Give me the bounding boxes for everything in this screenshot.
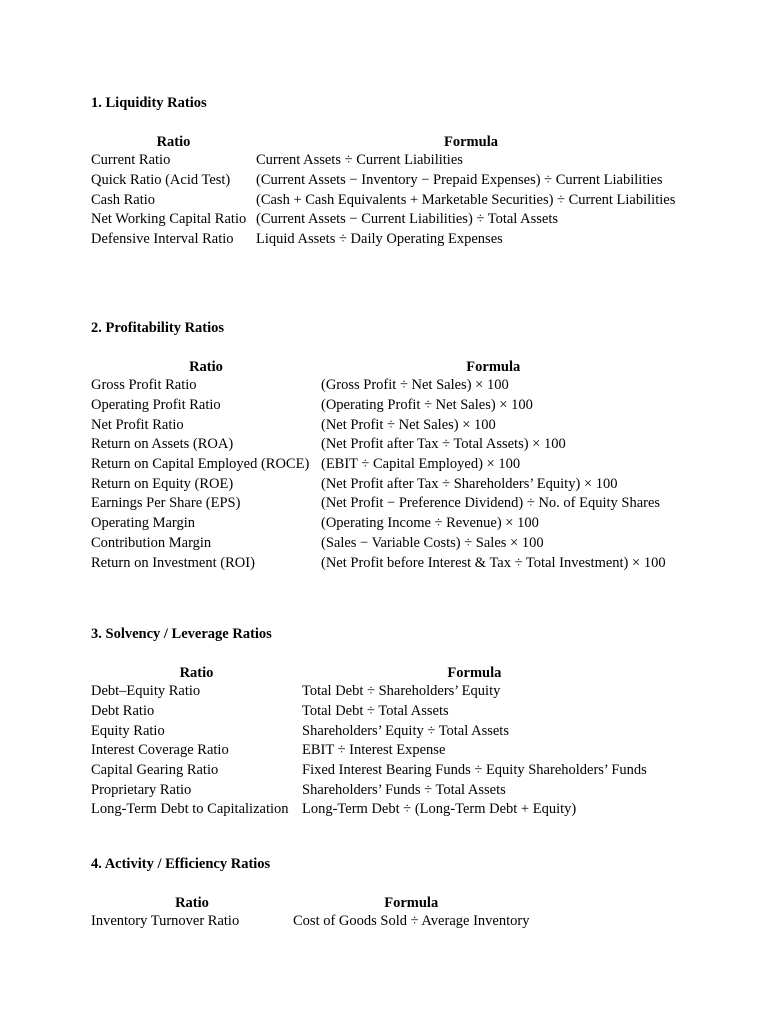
column-header-formula: Formula: [444, 134, 498, 150]
ratio-formula: (Cash + Cash Equivalents + Marketable Securities) ÷ Current Liabilities: [256, 191, 676, 208]
ratio-name: Gross Profit Ratio: [91, 377, 197, 394]
ratio-formula: (Net Profit − Preference Dividend) ÷ No. of Equity Shares: [321, 495, 661, 512]
ratio-table: [91, 662, 647, 820]
column-header-ratio: Ratio: [189, 359, 223, 375]
ratio-name: Current Ratio: [91, 152, 171, 169]
section-activity: [91, 855, 529, 932]
ratio-table: [91, 892, 529, 932]
ratio-table: [91, 131, 686, 249]
ratio-formula: (Sales − Variable Costs) ÷ Sales × 100: [321, 534, 544, 551]
ratio-formula: (Current Assets − Current Liabilities) ÷ Total Assets: [256, 211, 559, 228]
section-profitability: [91, 319, 666, 573]
ratio-name: Long-Term Debt to Capitalization: [91, 801, 289, 818]
table-header-row: [91, 131, 686, 151]
ratio-name: Return on Investment (ROI): [91, 554, 255, 571]
table-row: [91, 474, 666, 494]
table-row: [91, 455, 666, 475]
ratio-formula: (Net Profit ÷ Net Sales) × 100: [321, 416, 496, 433]
column-header-ratio: Ratio: [179, 665, 214, 681]
ratio-formula: Fixed Interest Bearing Funds ÷ Equity Shareholders’ Funds: [302, 762, 647, 779]
column-header-formula: Formula: [384, 895, 439, 911]
table-header-row: [91, 356, 666, 376]
ratio-formula: (EBIT ÷ Capital Employed) × 100: [321, 456, 521, 473]
ratio-name: Capital Gearing Ratio: [91, 762, 219, 779]
table-row: [91, 190, 686, 210]
ratio-formula: (Operating Income ÷ Revenue) × 100: [321, 515, 539, 532]
table-row: [91, 780, 647, 800]
table-row: [91, 376, 666, 396]
ratio-name: Defensive Interval Ratio: [91, 231, 234, 248]
table-row: [91, 435, 666, 455]
ratio-formula: (Net Profit after Tax ÷ Total Assets) × 100: [321, 436, 566, 453]
ratio-name: Net Profit Ratio: [91, 416, 184, 433]
ratio-name: Inventory Turnover Ratio: [91, 913, 240, 930]
ratio-name: Return on Assets (ROA): [91, 436, 234, 453]
table-row: [91, 514, 666, 534]
column-header-ratio: Ratio: [175, 895, 209, 911]
table-row: [91, 702, 647, 722]
ratio-formula: (Current Assets − Inventory − Prepaid Expenses) ÷ Current Liabilities: [256, 172, 663, 189]
ratio-formula: Liquid Assets ÷ Daily Operating Expenses: [256, 231, 503, 248]
table-row: [91, 741, 647, 761]
ratio-name: Operating Profit Ratio: [91, 397, 221, 414]
table-row: [91, 553, 666, 573]
table-row: [91, 682, 647, 702]
section-heading: 2. Profitability Ratios: [91, 320, 225, 336]
ratio-name: Earnings Per Share (EPS): [91, 495, 241, 512]
column-header-formula: Formula: [466, 359, 521, 375]
ratio-name: Operating Margin: [91, 515, 196, 532]
ratio-formula: Total Debt ÷ Shareholders’ Equity: [302, 683, 501, 700]
column-header-formula: Formula: [447, 665, 502, 681]
ratio-name: Debt–Equity Ratio: [91, 683, 201, 700]
section-heading: 3. Solvency / Leverage Ratios: [91, 626, 272, 642]
ratio-formula: Shareholders’ Funds ÷ Total Assets: [302, 781, 506, 798]
table-row: [91, 210, 686, 230]
table-row: [91, 171, 686, 191]
table-row: [91, 494, 666, 514]
ratio-formula: (Net Profit after Tax ÷ Shareholders’ Equity) × 100: [321, 475, 618, 492]
ratio-name: Cash Ratio: [91, 191, 156, 208]
ratio-formula: Total Debt ÷ Total Assets: [302, 703, 449, 720]
ratio-name: Interest Coverage Ratio: [91, 742, 229, 759]
table-row: [91, 415, 666, 435]
ratio-formula: Current Assets ÷ Current Liabilities: [256, 152, 463, 169]
ratio-formula: EBIT ÷ Interest Expense: [302, 742, 446, 759]
table-row: [91, 396, 666, 416]
table-row: [91, 800, 647, 820]
ratio-name: Net Working Capital Ratio: [91, 211, 247, 228]
table-row: [91, 534, 666, 554]
ratio-name: Return on Capital Employed (ROCE): [91, 456, 310, 473]
ratio-formula: Cost of Goods Sold ÷ Average Inventory: [293, 913, 530, 930]
section-solvency: [91, 625, 647, 820]
table-header-row: [91, 892, 529, 912]
table-header-row: [91, 662, 647, 682]
ratio-formula: (Gross Profit ÷ Net Sales) × 100: [321, 377, 509, 394]
column-header-ratio: Ratio: [156, 134, 191, 150]
table-row: [91, 721, 647, 741]
ratio-name: Equity Ratio: [91, 722, 165, 739]
section-heading: 4. Activity / Efficiency Ratios: [91, 856, 271, 872]
table-row: [91, 151, 686, 171]
ratio-name: Contribution Margin: [91, 534, 212, 551]
ratio-name: Debt Ratio: [91, 703, 155, 720]
table-row: [91, 761, 647, 781]
section-heading: 1. Liquidity Ratios: [91, 95, 207, 111]
ratio-formula: Shareholders’ Equity ÷ Total Assets: [302, 722, 509, 739]
ratio-name: Return on Equity (ROE): [91, 475, 234, 492]
table-row: [91, 912, 529, 932]
section-liquidity: [91, 94, 686, 249]
table-row: [91, 230, 686, 250]
ratio-name: Quick Ratio (Acid Test): [91, 172, 231, 189]
ratio-table: [91, 356, 666, 573]
ratio-formula: (Net Profit before Interest & Tax ÷ Total Investment) × 100: [321, 554, 666, 571]
ratio-name: Proprietary Ratio: [91, 781, 192, 798]
ratio-formula: (Operating Profit ÷ Net Sales) × 100: [321, 397, 533, 414]
ratio-formula: Long-Term Debt ÷ (Long-Term Debt + Equity): [302, 801, 577, 818]
